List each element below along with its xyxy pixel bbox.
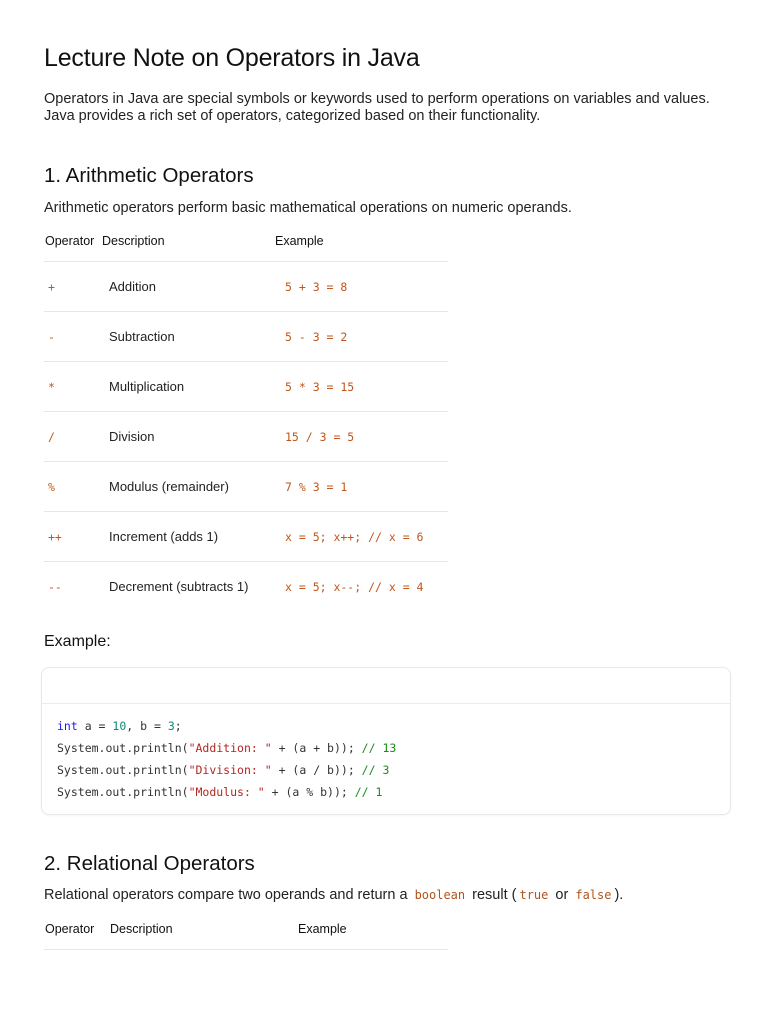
table-row — [44, 412, 448, 462]
operator-cell: / — [44, 412, 101, 462]
operator-cell: % — [44, 462, 101, 512]
table-row — [44, 362, 448, 412]
example-cell: x = 5; x--; // x = 4 — [285, 579, 424, 594]
page-title: Lecture Note on Operators in Java — [44, 44, 420, 72]
description-cell: Addition — [101, 262, 274, 312]
example-cell: 7 % 3 = 1 — [274, 462, 448, 512]
header-description: Description — [101, 221, 274, 262]
code-block-header — [42, 668, 730, 704]
inline-code: boolean — [414, 888, 466, 902]
arithmetic-table — [44, 221, 448, 611]
description-cell: Division — [101, 412, 274, 462]
operator-cell: * — [44, 362, 101, 412]
table-row — [44, 312, 448, 362]
arithmetic-heading: 1. Arithmetic Operators — [44, 164, 254, 187]
header-example: Example — [274, 221, 448, 262]
code-block[interactable] — [41, 667, 731, 815]
header-example: Example — [297, 909, 448, 950]
header-operator: Operator — [44, 221, 101, 262]
table-row — [44, 562, 448, 612]
code-content[interactable] — [42, 704, 730, 803]
table-header-row — [44, 221, 448, 262]
table-row — [44, 462, 448, 512]
operator-cell: -- — [48, 579, 62, 594]
example-cell: 15 / 3 = 5 — [274, 412, 448, 462]
example-cell: 5 + 3 = 8 — [274, 262, 448, 312]
arithmetic-description: Arithmetic operators perform basic mathematical operations on numeric operands. — [44, 200, 572, 216]
code-line: System.out.println("Modulus: " + (a % b)); // 1 — [57, 785, 383, 799]
relational-description: Relational operators compare two operands and return a boolean result ( true or false ). — [44, 887, 624, 903]
relational-heading: 2. Relational Operators — [44, 852, 255, 875]
description-cell: Decrement (subtracts 1) — [109, 579, 249, 594]
description-cell: Multiplication — [101, 362, 274, 412]
inline-code: true — [519, 888, 549, 902]
relational-table — [44, 909, 448, 950]
code-line: int a = 10, b = 3; — [57, 719, 182, 733]
code-line: System.out.println("Division: " + (a / b)); // 3 — [57, 763, 390, 777]
table-header-row — [44, 909, 448, 950]
description-cell: Modulus (remainder) — [101, 462, 274, 512]
header-description: Description — [109, 909, 297, 950]
example-label: Example: — [44, 633, 111, 650]
table-row — [44, 262, 448, 312]
header-operator: Operator — [44, 909, 109, 950]
table-row — [44, 512, 448, 562]
example-cell: 5 - 3 = 2 — [274, 312, 448, 362]
inline-code: false — [575, 888, 612, 902]
operator-cell: - — [44, 312, 101, 362]
description-cell: Subtraction — [101, 312, 274, 362]
operator-cell: + — [44, 262, 101, 312]
operator-cell: ++ — [44, 512, 101, 562]
intro-paragraph: Operators in Java are special symbols or keywords used to perform operations on variables and values. Java provides a rich set of operators, categorized based on their functionality. — [44, 91, 710, 124]
description-cell: Increment (adds 1) — [101, 512, 274, 562]
example-cell: 5 * 3 = 15 — [274, 362, 448, 412]
code-line: System.out.println("Addition: " + (a + b)); // 13 — [57, 741, 397, 755]
example-cell: x = 5; x++; // x = 6 — [274, 512, 448, 562]
